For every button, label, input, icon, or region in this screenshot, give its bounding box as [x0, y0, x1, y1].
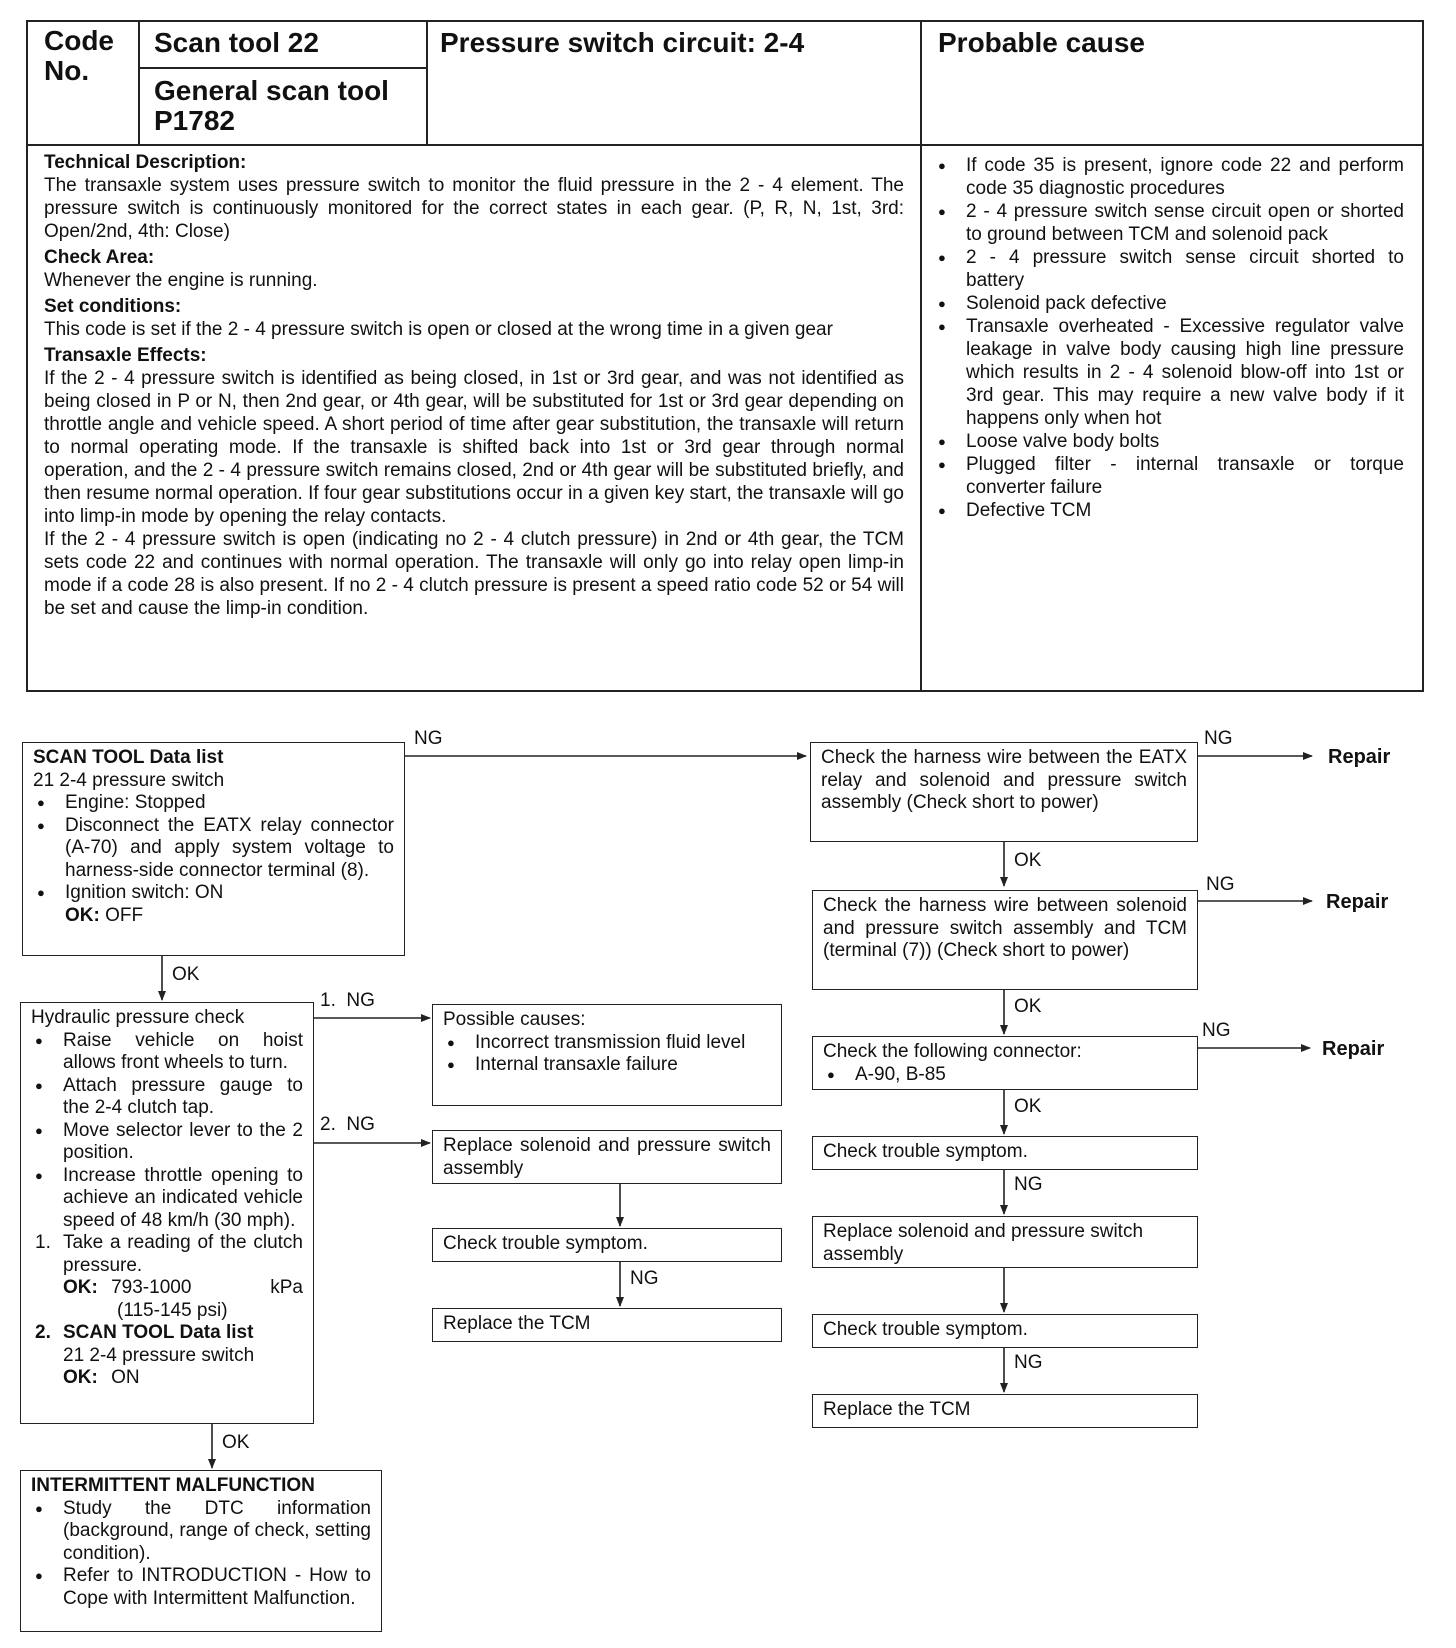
general-scan-tool-code: General scan tool P1782: [154, 75, 389, 136]
intermittent-title: INTERMITTENT MALFUNCTION: [31, 1475, 315, 1496]
possible-bullet: ● Internal transaxle failure: [443, 1054, 771, 1077]
step-2-ok-value: ON: [111, 1367, 140, 1388]
scan-box-bullet: ● Ignition switch: ON: [33, 882, 394, 905]
intermittent-malfunction-box: [20, 1470, 382, 1632]
check-heading: Check Area:: [44, 247, 155, 268]
cause-item: ● Loose valve body bolts: [934, 430, 1404, 453]
connector-item: ● A-90, B-85: [823, 1064, 1187, 1087]
set-heading: Set conditions:: [44, 296, 182, 317]
hydraulic-bullet: ● Increase throttle opening to achieve an indicated vehicle speed of 48 km/h (30 mph).: [31, 1165, 303, 1233]
effects-text-2: If the 2 - 4 pressure switch is open (indicating no 2 - 4 clutch pressure) in 2nd or 4th gear, the TCM sets code 22 and continues with normal operation. The transaxle will only go into relay open limp-in mode if a code 28 is also present. If no 2 - 4 clutch pressure is present a speed ratio code 52 or 54 will be set and cause the limp-in condition.: [44, 529, 904, 619]
ng-2-label: 2. NG: [320, 1114, 375, 1135]
cause-item: ● Defective TCM: [934, 499, 1404, 522]
possible-title: Possible causes:: [443, 1009, 586, 1030]
step-1-ok-unit: kPa: [270, 1277, 303, 1298]
check-text: Whenever the engine is running.: [44, 270, 318, 291]
connector-title: Check the following connector:: [823, 1041, 1082, 1062]
step-1-ok-value: 793-1000: [111, 1277, 192, 1298]
replace-solenoid-box-mid: Replace solenoid and pressure switch assembly: [432, 1130, 782, 1184]
replace-tcm-box-mid: Replace the TCM: [432, 1308, 782, 1342]
scan-tool-code: Scan tool 22: [154, 27, 319, 58]
scan-box-ok-value: OFF: [105, 904, 144, 926]
scan-box-bullet: ● Disconnect the EATX relay connector (A-70) and apply system voltage to harness-side connector terminal (8).: [33, 815, 394, 883]
tech-text: The transaxle system uses pressure switch to monitor the fluid pressure in the 2 - 4 element. The pressure switch is continuously monitored for the correct states in each gear. (P, R, N, 1st, 3rd: Open/2nd, 4th: Close): [44, 175, 904, 242]
step-2-number: 2.: [35, 1322, 51, 1343]
ok-label: OK: [1014, 1096, 1042, 1117]
ng-label: NG: [1014, 1174, 1043, 1195]
step-1-text: Take a reading of the clutch pressure.: [63, 1232, 303, 1276]
probable-cause-title: Probable cause: [938, 27, 1145, 58]
scan-box-bullet: ● Engine: Stopped: [33, 792, 394, 815]
cause-item: ● 2 - 4 pressure switch sense circuit open or shorted to ground between TCM and solenoid pack: [934, 200, 1404, 246]
set-text: This code is set if the 2 - 4 pressure switch is open or closed at the wrong time in a given gear: [44, 319, 833, 340]
repair-label: Repair: [1322, 1038, 1385, 1060]
connector-check-box: [812, 1036, 1198, 1090]
replace-solenoid-box-right: Replace solenoid and pressure switch assembly: [812, 1216, 1198, 1268]
step-1-number: 1.: [35, 1232, 51, 1253]
tech-heading: Technical Description:: [44, 152, 247, 173]
cause-item: ● Plugged filter - internal transaxle or torque converter failure: [934, 453, 1404, 499]
hydraulic-bullet: ● Attach pressure gauge to the 2-4 clutch tap.: [31, 1075, 303, 1120]
step-2-item: 21 2-4 pressure switch: [63, 1344, 255, 1366]
ng-label: NG: [414, 728, 443, 749]
ng-label: NG: [1206, 874, 1235, 895]
hydraulic-title: Hydraulic pressure check: [31, 1007, 245, 1028]
possible-bullet: ● Incorrect transmission fluid level: [443, 1032, 771, 1055]
hydraulic-bullet: ● Raise vehicle on hoist allows front wheels to turn.: [31, 1030, 303, 1075]
ng-label: NG: [1202, 1020, 1231, 1041]
harness-check-box-2: Check the harness wire between solenoid and pressure switch assembly and TCM (terminal (7)) (Check short to power): [812, 890, 1198, 990]
check-symptom-box-right-2: Check trouble symptom.: [812, 1314, 1198, 1348]
repair-label: Repair: [1328, 746, 1391, 768]
scan-tool-box: [22, 742, 405, 956]
check-symptom-box-mid: Check trouble symptom.: [432, 1228, 782, 1262]
step-1-ok-label: OK:: [63, 1277, 98, 1298]
effects-heading: Transaxle Effects:: [44, 345, 207, 366]
ng-label: NG: [1204, 728, 1233, 749]
scan-box-title: SCAN TOOL Data list: [33, 747, 224, 768]
ok-label: OK: [1014, 850, 1042, 871]
intermittent-bullet: ● Refer to INTRODUCTION - How to Cope with Intermittent Malfunction.: [31, 1565, 371, 1610]
cause-item: ● Solenoid pack defective: [934, 292, 1404, 315]
possible-causes-box: [432, 1004, 782, 1106]
effects-text-1: If the 2 - 4 pressure switch is identified as being closed, in 1st or 3rd gear, and was not identified as being closed in P or N, then 2nd gear, or 4th gear, will be substituted for 1st or 3rd gear depending on throttle angle and vehicle speed. A short period of time after gear substitution, the transaxle will return to normal operating mode. If the transaxle is shifted back into 1st or 3rd gear through normal operation, and the 2 - 4 pressure switch remains closed, 2nd or 4th gear will be substituted briefly, and then resume normal operation. If four gear substitutions occur in a given key start, the transaxle will go into limp-in mode by opening the relay contacts.: [44, 368, 904, 527]
scan-box-ok-label: OK:: [65, 904, 100, 926]
ng-1-label: 1. NG: [320, 990, 375, 1011]
ng-label: NG: [630, 1268, 659, 1289]
check-symptom-box-right-1: Check trouble symptom.: [812, 1136, 1198, 1170]
ng-label: NG: [1014, 1352, 1043, 1373]
step-2-title: SCAN TOOL Data list: [63, 1322, 254, 1343]
repair-label: Repair: [1326, 891, 1389, 913]
harness-check-box-1: Check the harness wire between the EATX relay and solenoid and pressure switch assembly (Check short to power): [810, 742, 1198, 842]
intermittent-bullet: ● Study the DTC information (background, range of check, setting condition).: [31, 1498, 371, 1566]
step-1-ok-psi: (115-145 psi): [117, 1299, 228, 1321]
ok-label: OK: [172, 964, 200, 985]
circuit-title: Pressure switch circuit: 2-4: [440, 27, 805, 58]
ok-label: OK: [1014, 996, 1042, 1017]
step-2-ok-label: OK:: [63, 1367, 98, 1388]
cause-item: ● If code 35 is present, ignore code 22 and perform code 35 diagnostic procedures: [934, 154, 1404, 200]
hydraulic-bullet: ● Move selector lever to the 2 position.: [31, 1120, 303, 1165]
cause-item: ● 2 - 4 pressure switch sense circuit shorted to battery: [934, 246, 1404, 292]
ok-label: OK: [222, 1432, 250, 1453]
hydraulic-check-box: [20, 1002, 314, 1424]
replace-tcm-box-right: Replace the TCM: [812, 1394, 1198, 1428]
code-no-label: Code No.: [44, 25, 114, 86]
scan-box-item: 21 2-4 pressure switch: [33, 769, 225, 791]
cause-item: ● Transaxle overheated - Excessive regulator valve leakage in valve body causing high line pressure which results in 2 - 4 solenoid blow-off into 1st or 3rd gear. This may require a new valve body if it happens only when hot: [934, 315, 1404, 430]
